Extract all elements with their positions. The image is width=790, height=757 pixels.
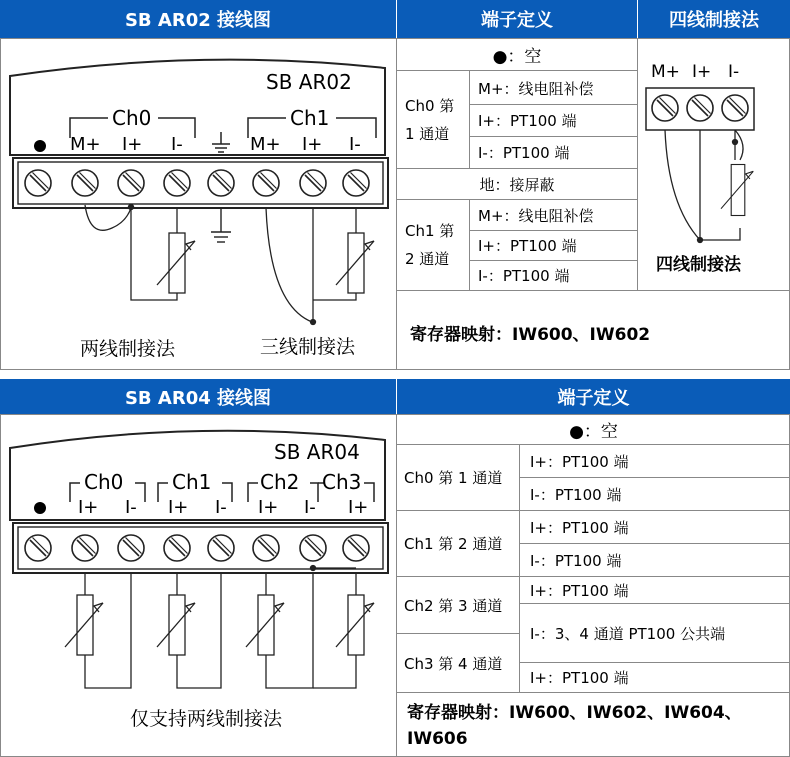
three-wire-caption: 三线制接法 xyxy=(260,336,356,358)
ar04-device-label: SB AR04 xyxy=(274,440,360,464)
ar02-screw-4 xyxy=(164,170,190,196)
ar04-row-7: I+：PT100 端 xyxy=(530,669,629,687)
ar02-screw-5 xyxy=(208,170,234,196)
ar04-row-6: I-：3、4 通道 PT100 公共端 xyxy=(530,624,726,643)
ar02-screw-6 xyxy=(253,170,279,196)
ar02-empty-dot xyxy=(34,140,46,152)
ar04-group-ch2: Ch2 xyxy=(260,470,300,494)
ar02-ch0-name: Ch0 第 1 通道 xyxy=(405,97,455,143)
ar04-row-3: I+：PT100 端 xyxy=(530,518,629,537)
ar02-screw-3 xyxy=(118,170,144,196)
ar04-rtd-connections xyxy=(65,566,374,689)
ar02-pin-7: I- xyxy=(349,134,361,155)
four-wire-pin-i-plus: I+ xyxy=(692,62,712,82)
ar04-pin-6: I- xyxy=(304,497,316,518)
ar04-empty-dot xyxy=(34,502,46,514)
ar02-register-mapping: 寄存器映射：IW600、IW602 xyxy=(410,325,651,345)
ar02-screw-1 xyxy=(25,170,51,196)
top-terminal-header-text: 端子定义 xyxy=(481,10,553,31)
ar04-ch1-name: Ch1 第 2 通道 xyxy=(404,535,503,553)
four-wire-terminal-block xyxy=(646,88,754,130)
ar02-ground-def: 地：接屏蔽 xyxy=(479,175,555,194)
ar04-row-5: I+：PT100 端 xyxy=(530,581,629,600)
ar02-screw-8 xyxy=(343,170,369,196)
ar04-row-4: I-：PT100 端 xyxy=(530,551,622,570)
ar02-ch0-row-2: I+：PT100 端 xyxy=(478,112,577,130)
ar04-pin-2: I- xyxy=(125,497,137,518)
two-wire-connection xyxy=(85,205,195,301)
ar04-register-mapping: 寄存器映射：IW600、IW602、IW604、IW606 xyxy=(407,703,742,749)
bottom-terminal-header-text: 端子定义 xyxy=(557,387,630,409)
ar02-pin-6: I+ xyxy=(302,134,323,155)
shield-ground xyxy=(211,208,231,242)
four-wire-pin-m: M+ xyxy=(651,62,680,82)
top-diagram-header-text: SB AR02 接线图 xyxy=(124,10,272,31)
ar04-pin-4: I- xyxy=(215,497,227,518)
ar04-group-ch1: Ch1 xyxy=(172,470,212,494)
ar02-ch1-row-2: I+：PT100 端 xyxy=(478,237,577,255)
ar04-empty-def: ●：空 xyxy=(569,422,618,442)
ar04-pin-1: I+ xyxy=(78,497,99,518)
ar02-ch0-row-3: I-：PT100 端 xyxy=(478,144,570,162)
ar04-pin-3: I+ xyxy=(168,497,189,518)
ar02-group-ch0: Ch0 xyxy=(112,106,152,130)
two-wire-caption: 两线制接法 xyxy=(80,338,176,360)
ar02-ch0-row-1: M+：线电阻补偿 xyxy=(478,79,594,98)
ar02-empty-def: ●：空 xyxy=(492,47,542,67)
three-wire-connection xyxy=(266,208,374,325)
four-wire-pin-i-minus: I- xyxy=(728,62,740,82)
ar02-group-ch1: Ch1 xyxy=(290,106,330,130)
ar02-ch1-name: Ch1 第 2 通道 xyxy=(405,222,455,268)
ar04-group-ch3: Ch3 xyxy=(322,470,362,494)
ar04-pin-8: I+ xyxy=(348,497,369,518)
four-wire-caption: 四线制接法 xyxy=(656,255,741,275)
ar02-pin-2: I+ xyxy=(122,134,143,155)
four-wire-header-text: 四线制接法 xyxy=(669,10,759,31)
ar04-ch0-name: Ch0 第 1 通道 xyxy=(404,469,503,487)
ar04-row-1: I+：PT100 端 xyxy=(530,452,629,471)
bottom-diagram-header-text: SB AR04 接线图 xyxy=(124,387,272,409)
ar04-group-ch0: Ch0 xyxy=(84,470,124,494)
ar02-ch1-row-1: M+：线电阻补偿 xyxy=(478,206,594,225)
ar04-ch2-name: Ch2 第 3 通道 xyxy=(404,596,503,615)
ar02-pin-5: M+ xyxy=(250,134,281,155)
ar04-caption: 仅支持两线制接法 xyxy=(130,708,283,730)
ar02-pin-1: M+ xyxy=(70,134,101,155)
ar04-row-2: I-：PT100 端 xyxy=(530,485,622,504)
ar02-screw-7 xyxy=(300,170,326,196)
ar02-ch1-row-3: I-：PT100 端 xyxy=(478,267,570,285)
ar02-pin-3: I- xyxy=(171,134,183,155)
ar02-screw-2 xyxy=(72,170,98,196)
ar04-pin-5: I+ xyxy=(258,497,279,518)
ar04-ch3-name: Ch3 第 4 通道 xyxy=(404,654,503,673)
four-wire-connection xyxy=(665,130,753,243)
ar02-device-label: SB AR02 xyxy=(266,70,352,94)
